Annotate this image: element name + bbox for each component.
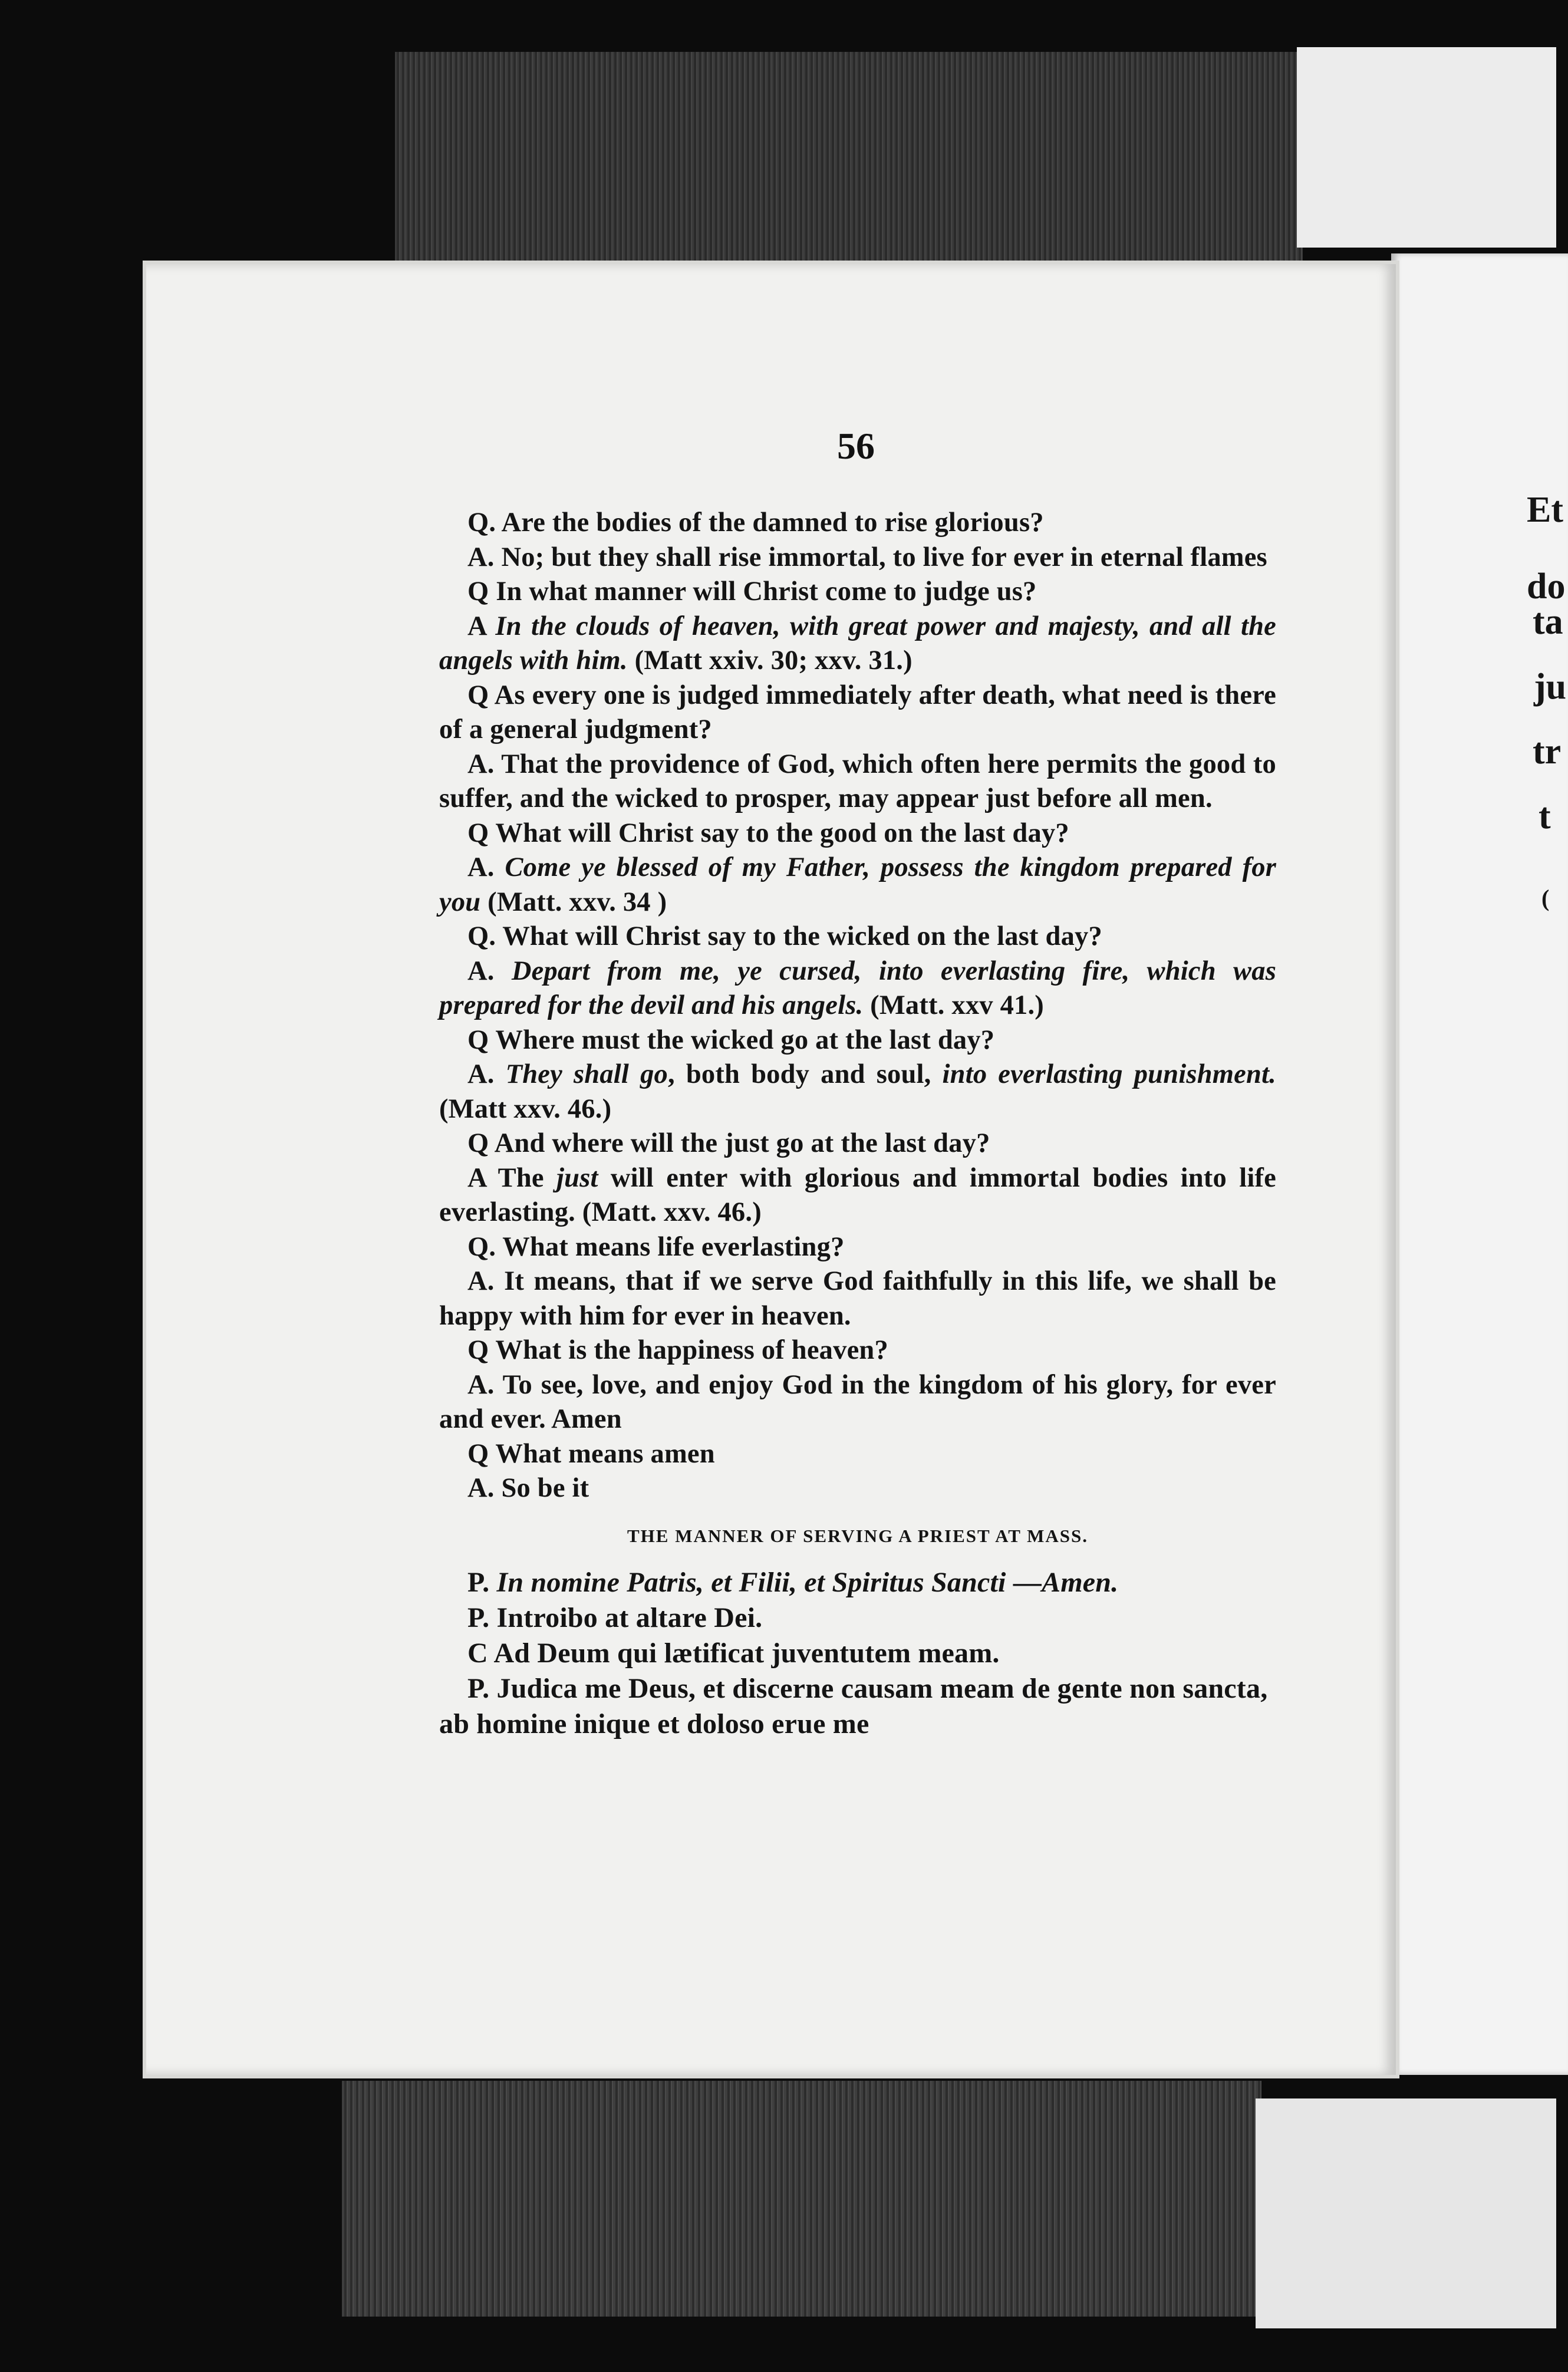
qa-entry-label: A. (467, 1473, 495, 1503)
mass-line-text: Amen. (1042, 1567, 1119, 1598)
adjacent-page-fragment: ju (1534, 667, 1567, 707)
qa-entry-label: Q. (467, 1231, 496, 1262)
mass-line-text: In nomine Patris, et Filii, et Spiritus Sancti (496, 1567, 1006, 1598)
qa-entry (439, 1126, 1276, 1161)
qa-entry-text: To see, love, and enjoy God in the kingdom of his glory, for ever and ever. Amen (439, 1369, 1276, 1434)
qa-entry (439, 575, 1276, 610)
qa-entry (439, 954, 1276, 1023)
qa-entry (439, 1264, 1276, 1333)
qa-entry-label: A. (467, 956, 495, 986)
qa-entry-text: (Matt. xxv. 34 ) (480, 887, 667, 917)
qa-entry-label: Q (467, 1128, 489, 1158)
qa-entry-label: A (467, 611, 486, 641)
qa-entry (439, 1437, 1276, 1472)
qa-entry-text: In the clouds of heaven, with great power and majesty, and all the angels with him. (439, 611, 1276, 676)
qa-entry-text: Are the bodies of the damned to rise glorious? (501, 508, 1044, 538)
qa-entry-label: Q. (467, 921, 496, 951)
qa-entry (439, 816, 1276, 851)
qa-entry-text: into everlasting punishment. (942, 1059, 1276, 1089)
mass-line-text: — (1006, 1567, 1042, 1598)
qa-entry-label: A. (467, 749, 495, 779)
qa-entry-label: Q. (467, 508, 496, 538)
scan-background-bottom-right (1256, 2098, 1556, 2328)
adjacent-page-fragment: ta (1533, 602, 1563, 642)
qa-entry-label: A. (467, 1059, 495, 1089)
page-number: 56 (837, 425, 875, 467)
qa-entry-text: (Matt xxv. 46.) (439, 1093, 612, 1124)
qa-entry-text: (Matt. xxv 41.) (863, 990, 1044, 1020)
page-body (439, 506, 1276, 1742)
qa-entry-label: Q (467, 1024, 489, 1055)
mass-line-label: P. (467, 1567, 490, 1598)
qa-entry (439, 1161, 1276, 1230)
qa-entry-label: A. (467, 542, 495, 572)
qa-entry-text: What means life everlasting? (502, 1231, 845, 1262)
qa-entry (439, 1230, 1276, 1265)
qa-entry (439, 851, 1276, 920)
adjacent-page-fragment: tr (1533, 732, 1562, 772)
qa-entry-text: Depart from me, ye cursed, into everlasting fire, which was prepared for the devil and his angels. (439, 956, 1276, 1020)
qa-entry-text: That the providence of God, which often here permits the good to suffer, and the wicked to prosper, may appear just before all men. (439, 749, 1276, 813)
scan-background-bottom (342, 2081, 1261, 2317)
mass-line-label: C (467, 1638, 488, 1669)
qa-entry (439, 541, 1276, 575)
qa-entry-label: Q (467, 1335, 489, 1365)
adjacent-page (1391, 253, 1568, 2075)
mass-line-label: P. (467, 1602, 490, 1633)
qa-entry-text: just (556, 1162, 598, 1193)
qa-entry-text: So be it (501, 1473, 589, 1503)
mass-line (439, 1636, 1276, 1671)
qa-entry-text: What means amen (495, 1438, 715, 1469)
adjacent-page-fragment: t (1539, 796, 1551, 836)
qa-entry-text: Where must the wicked go at the last day? (495, 1024, 995, 1055)
qa-entry-text: (Matt xxiv. 30; xxv. 31.) (627, 645, 913, 676)
qa-entry-text: What will Christ say to the good on the last day? (495, 818, 1069, 848)
qa-entry (439, 1023, 1276, 1058)
mass-line (439, 1565, 1276, 1600)
mass-line-text: Introibo at altare Dei. (496, 1602, 763, 1633)
qa-entry-label: Q (467, 818, 489, 848)
mass-line-label: P. (467, 1673, 490, 1704)
qa-entry-label: A. (467, 1369, 495, 1400)
qa-entry-text: And where will the just go at the last day? (494, 1128, 990, 1158)
adjacent-page-fragment: do (1527, 566, 1566, 607)
qa-entry (439, 920, 1276, 954)
qa-entry (439, 610, 1276, 678)
qa-entry (439, 1057, 1276, 1126)
qa-entry (439, 1368, 1276, 1437)
scan-background-top (395, 52, 1303, 282)
qa-entry-label: Q (467, 576, 489, 607)
mass-responses-list (439, 1565, 1276, 1742)
qa-entry-label: A. (467, 1266, 495, 1296)
scan-background-top-right (1297, 47, 1556, 248)
qa-entry-text: What will Christ say to the wicked on the last day? (502, 921, 1102, 951)
qa-entry-text: What is the happiness of heaven? (495, 1335, 888, 1365)
qa-entry-label: Q (467, 680, 489, 710)
qa-entry-text: They shall go (505, 1059, 668, 1089)
qa-entry-text: The (498, 1162, 557, 1193)
section-heading: THE MANNER OF SERVING A PRIEST AT MASS. (627, 1525, 1089, 1546)
qa-entry-text: No; but they shall rise immortal, to live for ever in eternal flames (501, 542, 1267, 572)
qa-entry-label: A (467, 1162, 486, 1193)
catechism-qa-list (439, 506, 1276, 1506)
qa-entry (439, 1471, 1276, 1506)
mass-line-text: Ad Deum qui lætificat juventutem meam. (493, 1638, 1000, 1669)
qa-entry-text: , both body and soul, (667, 1059, 943, 1089)
qa-entry-text: As every one is judged immediately after death, what need is there of a general judgment? (439, 680, 1276, 744)
adjacent-page-fragment: Et (1527, 490, 1563, 530)
qa-entry-text: It means, that if we serve God faithfully in this life, we shall be happy with him for ever in heaven. (439, 1266, 1276, 1331)
mass-line (439, 1600, 1276, 1636)
qa-entry-label: Q (467, 1438, 489, 1469)
qa-entry-text: Come ye blessed of my Father, possess the kingdom prepared for you (439, 852, 1277, 917)
qa-entry (439, 678, 1276, 747)
mass-line (439, 1671, 1276, 1742)
mass-line-text: Judica me Deus, et discerne causam meam de gente non sancta, ab homine inique et doloso erue me (439, 1673, 1268, 1740)
qa-entry (439, 1333, 1276, 1368)
qa-entry-text: will enter with glorious and immortal bodies into life everlasting. (Matt. xxv. 46.) (439, 1162, 1276, 1227)
qa-entry-label: A. (467, 852, 495, 882)
qa-entry-text: In what manner will Christ come to judge us? (496, 576, 1037, 607)
qa-entry (439, 747, 1276, 816)
qa-entry (439, 506, 1276, 541)
adjacent-page-fragment: ( (1541, 885, 1550, 911)
